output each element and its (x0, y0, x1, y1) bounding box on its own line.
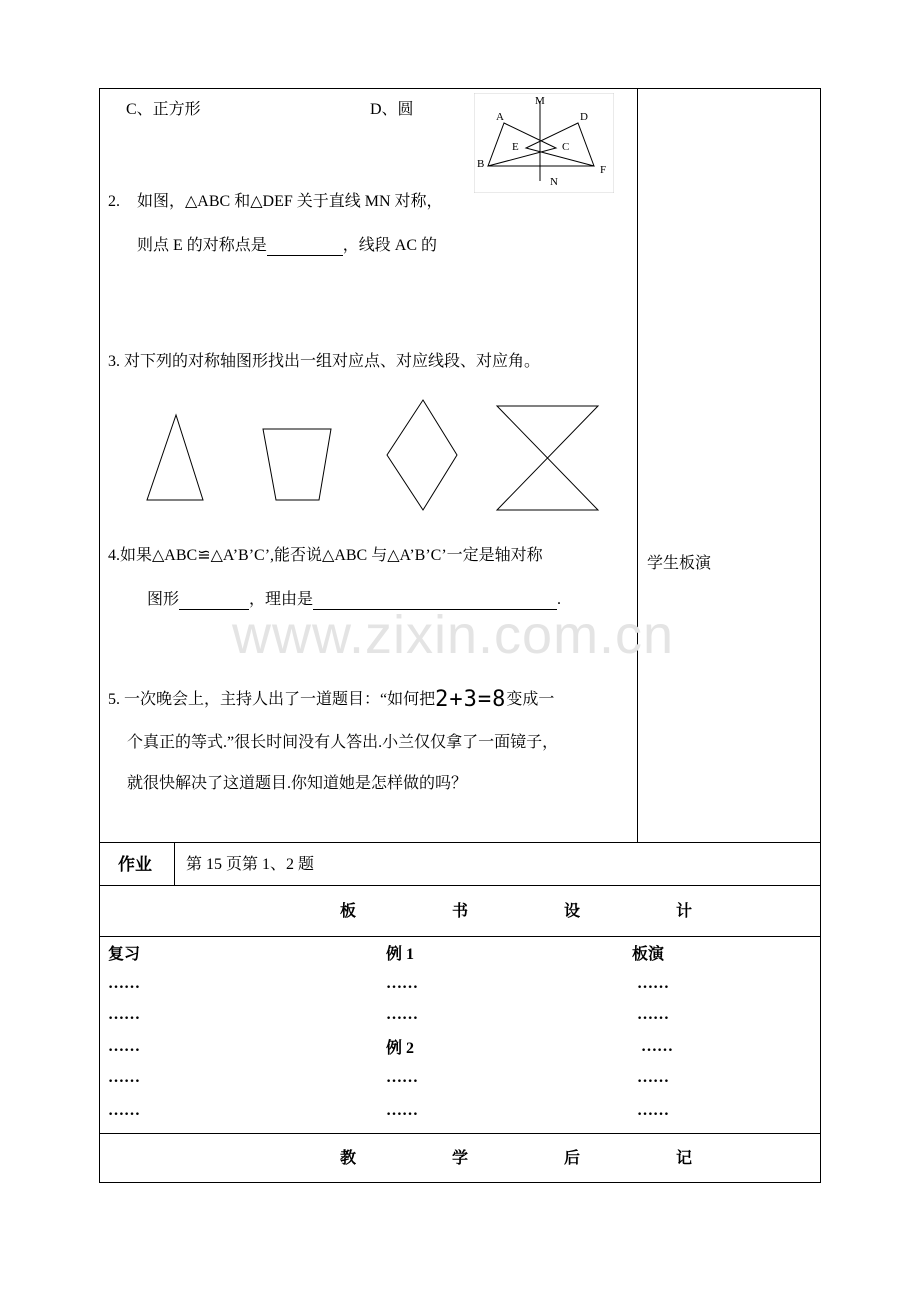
q1-option-d: D、圆 (370, 101, 414, 118)
q4-line2-start: 图形 (147, 591, 180, 608)
q4-line2-end: . (557, 591, 562, 608)
board-col2-head2: 例 2 (386, 1040, 415, 1057)
figure-frame (474, 93, 614, 193)
homework-label-divider (174, 842, 175, 885)
side-note: 学生板演 (647, 555, 712, 572)
q4-reason-blank[interactable] (313, 593, 557, 610)
label-c: C (562, 141, 570, 153)
label-d: D (580, 111, 588, 123)
q2-line1: 如图，△ABC 和△DEF 关于直线 MN 对称， (137, 193, 443, 210)
q2-answer-blank[interactable] (267, 239, 343, 256)
q3-shapes (140, 395, 610, 515)
board-col2-row: …… (386, 1102, 418, 1119)
board-col3-row: …… (637, 975, 669, 992)
rhombus-shape (387, 400, 457, 510)
q4-line1: 4.如果△ABC≌△A’B’C’,能否说△ABC 与△A’B’C’一定是轴对称 (108, 547, 543, 564)
board-col1-row: …… (108, 1006, 140, 1023)
board-col2-row: …… (386, 1069, 418, 1086)
isosceles-triangle-shape (147, 415, 203, 500)
board-col2-row: …… (386, 975, 418, 992)
row-divider-board-content (99, 936, 821, 937)
q4-line2-mid: ，理由是 (249, 591, 314, 608)
table-border-right (820, 88, 821, 1183)
symmetric-triangles-figure (474, 93, 614, 193)
board-col1-row: …… (108, 975, 140, 992)
label-e: E (512, 141, 519, 153)
homework-content: 第 15 页第 1、2 题 (186, 856, 315, 873)
label-a: A (496, 111, 504, 123)
q5-line1-start: 5. 一次晚会上，主持人出了一道题目：“如何把 (108, 691, 436, 708)
hourglass-shape (497, 406, 598, 510)
board-col2-row: …… (386, 1006, 418, 1023)
q5-line1-end: 变成一 (506, 691, 555, 708)
row-divider-postscript (99, 1133, 821, 1134)
label-n: N (550, 176, 558, 188)
board-col1-head: 复习 (108, 946, 141, 963)
q2-line2-end: ，线段 AC 的 (342, 237, 438, 254)
board-design-title: 板 书 设 计 (340, 903, 733, 920)
label-b: B (477, 158, 485, 170)
q2-line2 (137, 236, 437, 256)
triangle-def (526, 123, 594, 166)
postscript-title: 教 学 后 记 (340, 1150, 733, 1167)
row-divider-board-top (99, 885, 821, 886)
triangle-abc (488, 123, 556, 166)
board-col3-head: 板演 (632, 946, 665, 963)
q5-line3: 就很快解决了这道题目.你知道她是怎样做的吗？ (127, 775, 468, 792)
q4-line2 (147, 590, 561, 610)
board-col3-row: …… (641, 1038, 673, 1055)
board-col3-row: …… (637, 1069, 669, 1086)
watermark: www.zixin.com.cn (232, 605, 675, 665)
q5-line2: 个真正的等式.”很长时间没有人答出.小兰仅仅拿了一面镜子， (127, 734, 559, 751)
q5-line1 (108, 687, 555, 712)
label-m: M (535, 95, 545, 107)
isosceles-trapezoid-shape (263, 429, 331, 500)
q2-number: 2. (108, 193, 120, 210)
table-border-left (99, 88, 100, 1183)
label-f: F (600, 164, 607, 176)
board-col2-head: 例 1 (386, 946, 415, 963)
board-col3-row: …… (637, 1102, 669, 1119)
board-col1-row: …… (108, 1038, 140, 1055)
q1-option-c: C、正方形 (126, 101, 201, 118)
table-border-bottom (99, 1182, 821, 1183)
q2-line2-start: 则点 E 的对称点是 (137, 237, 267, 254)
q4-answer-blank[interactable] (179, 593, 249, 610)
homework-label: 作业 (118, 855, 152, 874)
q3-text: 3. 对下列的对称轴图形找出一组对应点、对应线段、对应角。 (108, 353, 541, 370)
board-col1-row: …… (108, 1102, 140, 1119)
board-col1-row: …… (108, 1069, 140, 1086)
q5-seven-segment-equation: 2+3=8 (435, 687, 507, 712)
column-divider (637, 88, 638, 842)
board-col3-row: …… (637, 1006, 669, 1023)
row-divider-homework-top (99, 842, 821, 843)
table-border-top (99, 88, 821, 89)
